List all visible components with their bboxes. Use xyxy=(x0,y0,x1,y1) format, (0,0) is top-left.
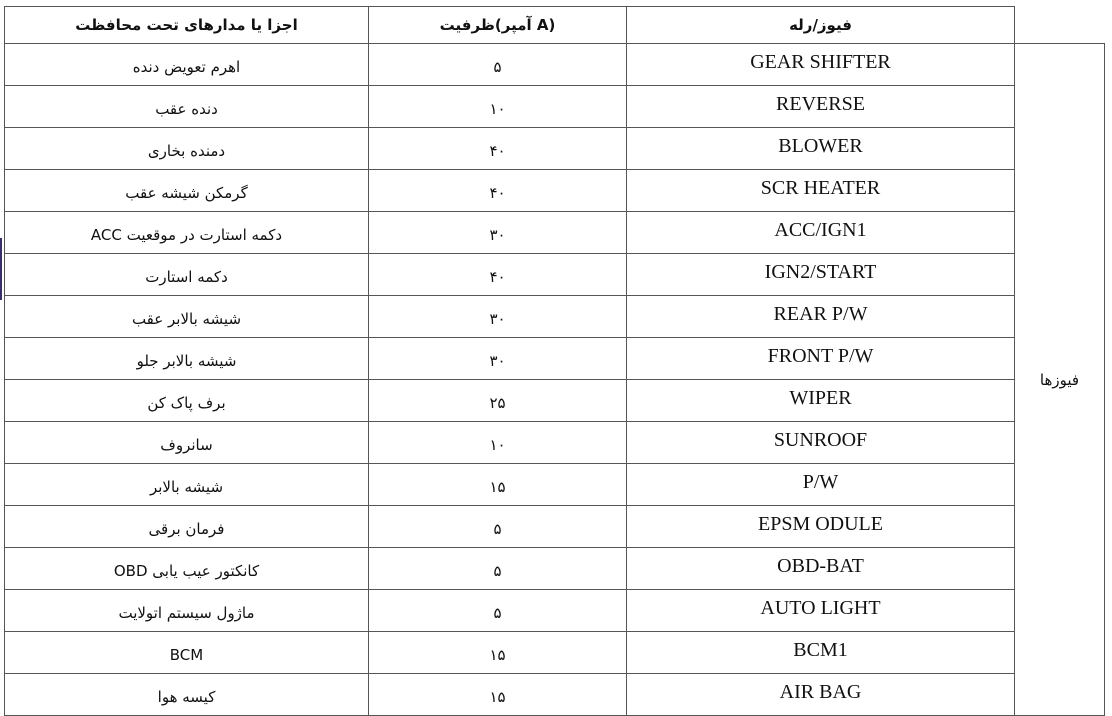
component-cell: گرمکن شیشه عقب xyxy=(5,170,369,212)
capacity-cell: ۱۰ xyxy=(369,422,627,464)
capacity-cell: ۳۰ xyxy=(369,338,627,380)
table-row xyxy=(5,212,1105,254)
component-cell: BCM xyxy=(5,632,369,674)
component-cell: سانروف xyxy=(5,422,369,464)
table-row xyxy=(5,170,1105,212)
capacity-cell: ۳۰ xyxy=(369,296,627,338)
table-row xyxy=(5,548,1105,590)
component-cell: شیشه بالابر xyxy=(5,464,369,506)
capacity-cell: ۵ xyxy=(369,548,627,590)
header-capacity: ظرفیت(آمپر A) xyxy=(369,7,627,44)
fuse-name-cell: IGN2/START xyxy=(627,254,1015,296)
fuse-name-cell: EPSM ODULE xyxy=(627,506,1015,548)
group-label-cell: فیوزها xyxy=(1015,44,1105,716)
component-cell: دکمه استارت xyxy=(5,254,369,296)
capacity-cell: ۴۰ xyxy=(369,254,627,296)
fuse-name-cell: SCR HEATER xyxy=(627,170,1015,212)
component-cell: فرمان برقی xyxy=(5,506,369,548)
capacity-cell: ۵ xyxy=(369,506,627,548)
capacity-cell: ۱۵ xyxy=(369,632,627,674)
capacity-cell: ۳۰ xyxy=(369,212,627,254)
component-cell: ماژول سیستم اتولایت xyxy=(5,590,369,632)
fuse-name-cell: WIPER xyxy=(627,380,1015,422)
fuse-name-cell: SUNROOF xyxy=(627,422,1015,464)
fuse-name-cell: P/W xyxy=(627,464,1015,506)
header-row xyxy=(5,7,1105,44)
document-page xyxy=(4,6,1105,716)
fuse-name-cell: AIR BAG xyxy=(627,674,1015,716)
table-row xyxy=(5,674,1105,716)
fuse-name-cell: REAR P/W xyxy=(627,296,1015,338)
header-components: اجزا یا مدارهای تحت محافظت xyxy=(5,7,369,44)
fuse-name-cell: ACC/IGN1 xyxy=(627,212,1015,254)
table-row xyxy=(5,632,1105,674)
fuse-name-cell: FRONT P/W xyxy=(627,338,1015,380)
component-cell: کانکتور عیب یابی OBD xyxy=(5,548,369,590)
table-row xyxy=(5,254,1105,296)
component-cell: دمنده بخاری xyxy=(5,128,369,170)
table-row xyxy=(5,506,1105,548)
capacity-cell: ۴۰ xyxy=(369,170,627,212)
table-row xyxy=(5,296,1105,338)
component-cell: دنده عقب xyxy=(5,86,369,128)
component-cell: شیشه بالابر عقب xyxy=(5,296,369,338)
header-fuse-relay: فیوز/رله xyxy=(627,7,1015,44)
capacity-cell: ۵ xyxy=(369,590,627,632)
capacity-cell: ۱۵ xyxy=(369,464,627,506)
capacity-cell: ۱۰ xyxy=(369,86,627,128)
fuse-name-cell: GEAR SHIFTER xyxy=(627,44,1015,86)
component-cell: کیسه هوا xyxy=(5,674,369,716)
table-body xyxy=(5,44,1105,716)
component-cell: برف پاک کن xyxy=(5,380,369,422)
page-edge-marker xyxy=(0,238,2,300)
fuse-name-cell: BLOWER xyxy=(627,128,1015,170)
table-row xyxy=(5,338,1105,380)
table-row xyxy=(5,44,1105,86)
fuse-table xyxy=(4,6,1105,716)
fuse-name-cell: OBD-BAT xyxy=(627,548,1015,590)
capacity-cell: ۵ xyxy=(369,44,627,86)
fuse-name-cell: REVERSE xyxy=(627,86,1015,128)
capacity-cell: ۴۰ xyxy=(369,128,627,170)
table-row xyxy=(5,422,1105,464)
table-row xyxy=(5,590,1105,632)
fuse-name-cell: AUTO LIGHT xyxy=(627,590,1015,632)
table-row xyxy=(5,128,1105,170)
component-cell: اهرم تعویض دنده xyxy=(5,44,369,86)
table-row xyxy=(5,86,1105,128)
table-row xyxy=(5,464,1105,506)
header-blank-cell xyxy=(1015,7,1105,44)
component-cell: دکمه استارت در موقعیت ACC xyxy=(5,212,369,254)
table-row xyxy=(5,380,1105,422)
capacity-cell: ۲۵ xyxy=(369,380,627,422)
capacity-cell: ۱۵ xyxy=(369,674,627,716)
fuse-name-cell: BCM1 xyxy=(627,632,1015,674)
component-cell: شیشه بالابر جلو xyxy=(5,338,369,380)
